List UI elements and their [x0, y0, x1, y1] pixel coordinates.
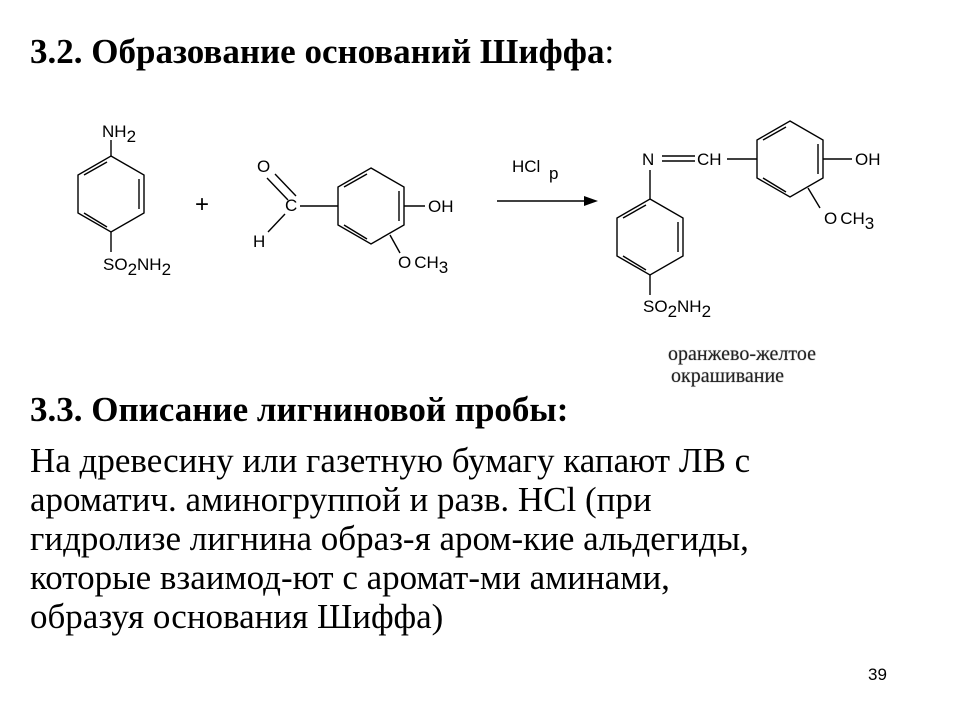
- reactant2-hydroxyl-label: OH: [428, 197, 454, 216]
- imine-nitrogen-label: N: [642, 150, 655, 169]
- heading-colon: :: [604, 32, 615, 71]
- heading-text: 3.2. Образование оснований Шиффа: [30, 32, 605, 71]
- note-line-2: окрашивание: [671, 365, 785, 387]
- reactant2-methoxy-label: O CH3: [398, 253, 449, 277]
- section-heading-3-3: 3.3. Описание лигниновой пробы:: [30, 390, 569, 429]
- reactant1-sulfonamide-label: SO2NH2: [103, 255, 172, 279]
- reactant2-ome-bond: [390, 235, 400, 253]
- product-methoxy-label: O CH3: [824, 209, 875, 233]
- product-hydroxyl-label: OH: [855, 150, 881, 169]
- note-line-1: оранжево-желтое: [668, 343, 816, 365]
- imine-ch-label: CH: [697, 150, 722, 169]
- reactant1-amino-label: NH2: [102, 122, 137, 146]
- page-number: 39: [868, 665, 887, 684]
- product-vanillyl-ring: [757, 121, 823, 197]
- reagent-solution-label: р: [549, 164, 559, 183]
- aldehyde-hydrogen-label: H: [253, 232, 266, 251]
- paragraph-line: образуя основания Шиффа): [30, 597, 444, 636]
- schiff-base-reaction-scheme: [0, 100, 960, 340]
- reactant2-benzene-ring: [338, 168, 404, 244]
- reagent-hcl-label: HCl: [512, 157, 541, 176]
- paragraph-line: гидролизе лигнина образ-я аром-кие альдегиды,: [30, 519, 749, 558]
- product-aniline-ring: [617, 199, 683, 275]
- product-sulfonamide-label: SO2NH2: [643, 297, 712, 321]
- paragraph-line: На древесину или газетную бумагу капают ЛВ с: [30, 441, 751, 480]
- product-ome-bond: [808, 188, 820, 208]
- aldehyde-oxygen-label: O: [257, 157, 271, 176]
- carbonyl-double-bond-a: [275, 174, 296, 196]
- reactant1-benzene-ring: [78, 156, 144, 232]
- paragraph-line: которые взаимод-ют с аромат-ми аминами,: [30, 558, 670, 597]
- paragraph-line: ароматич. аминогруппой и разв. HCl (при: [30, 480, 652, 519]
- aldehyde-h-bond: [268, 214, 285, 232]
- plus-sign: +: [195, 191, 210, 218]
- section-heading-3-2: [30, 32, 614, 72]
- aldehyde-carbon-label: C: [285, 196, 298, 215]
- reaction-arrow-head: [584, 196, 598, 206]
- product-color-note: [668, 343, 816, 387]
- description-paragraph: [30, 441, 930, 636]
